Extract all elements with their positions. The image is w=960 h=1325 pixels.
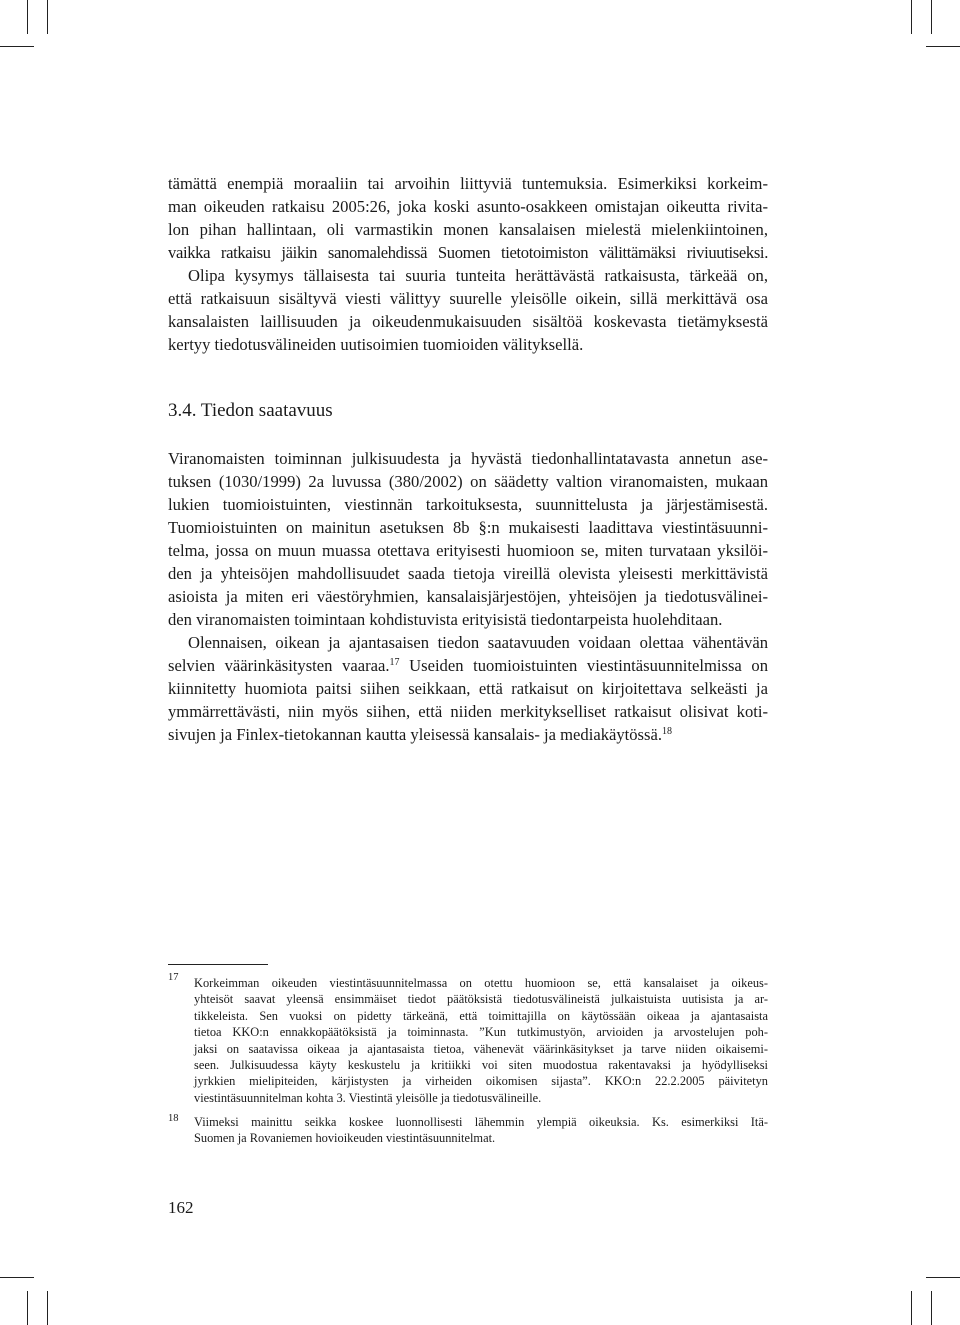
text-line: kansalaisten laillisuuden ja oikeudenmukaisuuden sisältöä koskevasta tietämyksestä <box>168 312 768 331</box>
footnote-line: jaksi on saatavissa oikeaa ja ajantasaista tietoa, vähenevät väärinkäsitykset ja tarve niiden oikaisemi- <box>194 1041 768 1056</box>
footnote-line: jyrkkien mielipiteiden, kärjistysten ja virheiden oikomisen sijasta”. KKO:n 22.2.2005 päivitetyn <box>194 1074 768 1089</box>
footnote-line: viestintäsuunnitelman kohta 3. Viestintä yleisölle ja tiedotusvälineille. <box>194 1090 542 1105</box>
text-line: asioista ja miten eri väestöryhmien, kansalaisjärjestöjen, yhteisöjen ja tiedotusvälinei- <box>168 587 768 606</box>
text-line: Olipa kysymys tällaisesta tai suuria tunteita herättävästä ratkaisusta, tärkeää on, <box>188 266 768 285</box>
footnote-line: tietoa KKO:n ennakkopäätöksistä ja toiminnasta. ”Kun tutkimustyön, arvioiden ja arvostelujen poh- <box>194 1025 768 1040</box>
crop-mark-bottom-right-vertical-inner <box>931 1291 932 1325</box>
crop-mark-top-right-vertical <box>911 0 912 34</box>
crop-mark-top-right-horizontal <box>926 46 960 47</box>
footnote-number: 18 <box>168 1113 179 1124</box>
crop-mark-bottom-left-vertical <box>27 1291 28 1325</box>
footnote-reference-18[interactable]: 18 <box>662 726 672 737</box>
text-line <box>168 654 768 677</box>
section-heading: 3.4. Tiedon saatavuus <box>168 400 333 421</box>
text-fragment: Useiden tuomioistuinten viestintäsuunnitelmissa on <box>399 656 768 675</box>
crop-mark-bottom-right-horizontal <box>926 1277 960 1278</box>
footnote-reference-17[interactable]: 17 <box>389 657 400 668</box>
text-line: Olennaisen, oikean ja ajantasaisen tiedon saatavuuden voidaan olettaa vähentävän <box>188 633 768 652</box>
footnote-line: Korkeimman oikeuden viestintäsuunnitelmassa on otettu huomioon se, että kansalaiset ja oikeus- <box>194 976 768 990</box>
text-line <box>168 723 768 746</box>
footnote-number: 17 <box>168 972 179 983</box>
text-line: vaikka ratkaisu jäikin sanomalehdissä Suomen tietotoimiston välittämäksi riviuutiseksi. <box>168 243 768 262</box>
text-line: tämättä enempiä moraaliin tai arvoihin liittyviä tuntemuksia. Esimerkiksi korkeim- <box>168 174 768 193</box>
crop-mark-bottom-left-horizontal <box>0 1277 34 1278</box>
text-line: den viranomaisten toimintaan kohdistuvista erityisistä tiedontarpeista huolehditaan. <box>168 610 723 629</box>
text-fragment: sivujen ja Finlex-tietokannan kautta yleisessä kansalais- ja mediakäytössä. <box>168 725 662 744</box>
text-line: telma, jossa on muun muassa otettava erityisesti huomioon se, miten turvataan yksilöi- <box>168 541 768 560</box>
crop-mark-top-left-horizontal <box>0 46 34 47</box>
text-fragment: selvien väärinkäsitysten vaaraa. <box>168 656 390 675</box>
footnote-line: Viimeksi mainittu seikka koskee luonnollisesti lähemmin ylempiä oikeuksia. Ks. esimerkiksi Itä- <box>194 1115 768 1129</box>
text-line: lukien tuomioistuinten, viestinnän tarkoituksesta, suunnittelusta ja järjestämisestä. <box>168 495 768 514</box>
crop-mark-bottom-right-vertical <box>911 1291 912 1325</box>
text-line: kiinnitetty huomiota paitsi siihen seikkaan, että ratkaisut on kirjoitettava selkeästi ja <box>168 679 768 698</box>
text-line: den ja yhteisöjen mahdollisuudet saada tietoja vireillä olevista yleisesti merkittävistä <box>168 564 768 583</box>
text-line: että ratkaisuun sisältyvä viesti välittyy suurelle yleisölle oikein, sillä merkittävä osa <box>168 289 768 308</box>
footnote-line: Suomen ja Rovaniemen hovioikeuden viestintäsuunnitelmat. <box>194 1131 496 1146</box>
text-line: man oikeuden ratkaisu 2005:26, joka koski asunto-osakkeen omistajan oikeutta rivita- <box>168 197 768 216</box>
crop-mark-top-right-vertical-inner <box>931 0 932 34</box>
footnote-separator <box>168 964 268 965</box>
text-line: tuksen (1030/1999) 2a luvussa (380/2002) on säädetty valtion viranomaisten, mukaan <box>168 472 768 491</box>
text-line: Tuomioistuinten on mainitun asetuksen 8b §:n mukaisesti laadittava viestintäsuunni- <box>168 518 768 537</box>
crop-mark-top-left-vertical-inner <box>47 0 48 34</box>
crop-mark-top-left-vertical <box>27 0 28 34</box>
footnote-line: seen. Julkisuudessa käyty keskustelu ja kritiikki voi siten muodostua rakentavaksi ja hyödylliseksi <box>194 1058 768 1072</box>
text-line: kertyy tiedotusvälineiden uutisoimien tuomioiden välityksellä. <box>168 335 584 354</box>
crop-mark-bottom-left-vertical-inner <box>47 1291 48 1325</box>
text-line: lon pihan hallintaan, oli varmastikin monen kansalaisen mielestä mielenkiintoinen, <box>168 220 768 239</box>
footnote-line: yhteisöt saavat yleensä ensimmäiset tiedot päätöksistä tiedotusvälineistä julkaistuista uutisista ja ar- <box>194 992 768 1007</box>
text-line: Viranomaisten toiminnan julkisuudesta ja hyvästä tiedonhallintatavasta annetun ase- <box>168 449 768 468</box>
text-line: ymmärrettävästi, niin myös siihen, että niiden merkitykselliset ratkaisut olisivat koti- <box>168 702 768 721</box>
footnote-line: tikkeleista. Sen vuoksi on pidetty tärkeänä, että toimittajilla on käytössään oikeaa ja ajantasaista <box>194 1008 768 1023</box>
page-number: 162 <box>168 1198 194 1217</box>
